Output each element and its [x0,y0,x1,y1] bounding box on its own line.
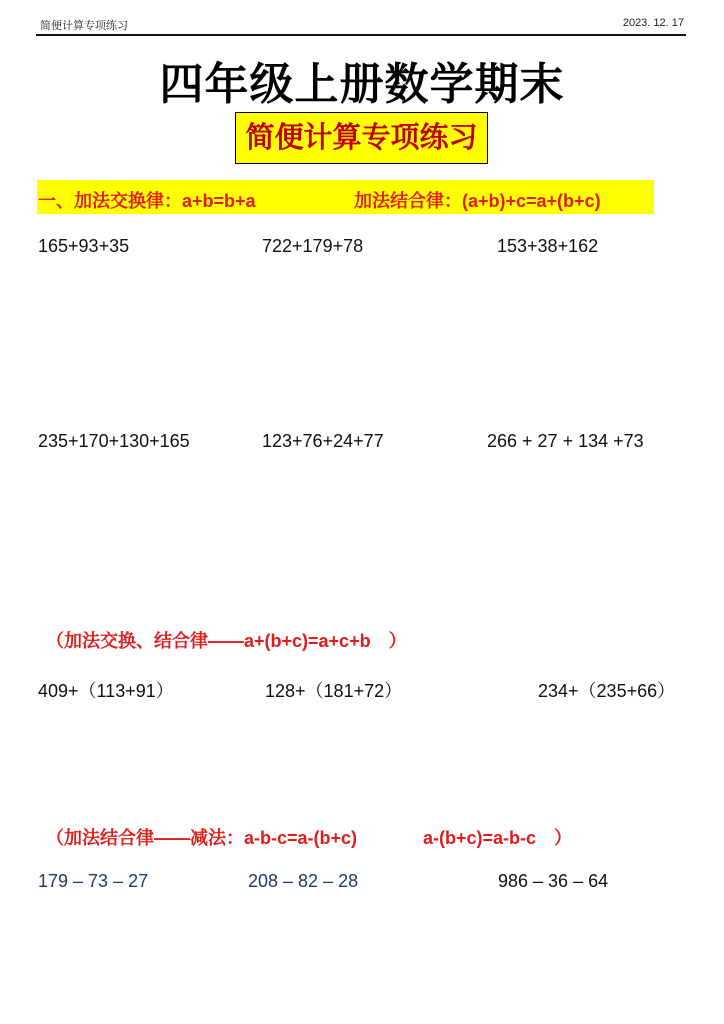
problem: 179 – 73 – 27 [38,871,149,891]
header-left: 简便计算专项练习 [40,20,128,32]
problem: 409+（113+91） [38,681,174,701]
page-title: 四年级上册数学期末 [159,60,565,109]
section1-law-commutative: 一、加法交换律：a+b=b+a [38,191,256,211]
problem: 123+76+24+77 [262,431,384,451]
problem: 165+93+35 [38,236,130,256]
problem: 234+（235+66） [538,681,676,701]
section1-law-associative: 加法结合律：(a+b)+c=a+(b+c) [354,191,601,211]
problem: 128+（181+72） [265,681,403,701]
problem: 986 – 36 – 64 [498,871,609,891]
subtitle-box: 简便计算专项练习 [235,112,488,164]
problem: 722+179+78 [262,236,364,256]
header-date: 2023. 12. 17 [622,17,684,29]
problem: 153+38+162 [497,236,599,256]
section3-heading-2: a-(b+c)=a-b-c ） [423,828,573,848]
header-rule [36,34,686,36]
section2-heading: （加法交换、结合律——a+(b+c)=a+c+b ） [46,631,407,651]
section3-heading: （加法结合律——减法：a-b-c=a-(b+c) [46,828,358,848]
problem: 235+170+130+165 [38,431,190,451]
problem: 208 – 82 – 28 [248,871,359,891]
problem: 266 + 27 + 134 +73 [487,431,644,451]
